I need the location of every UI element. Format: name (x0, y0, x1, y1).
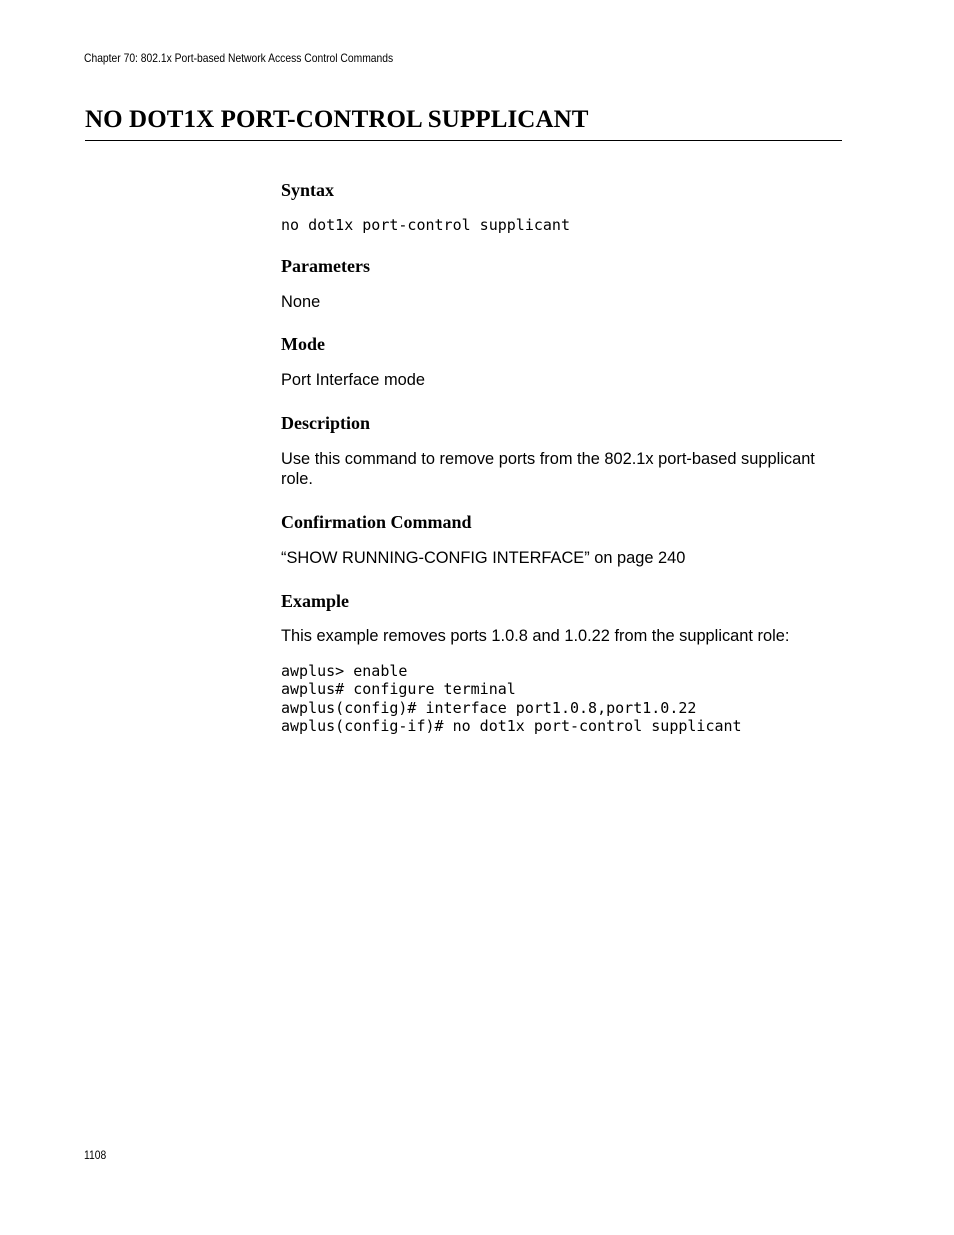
running-header: Chapter 70: 802.1x Port-based Network Access Control Commands (84, 51, 394, 65)
mode-text: Port Interface mode (281, 371, 425, 390)
confirmation-link[interactable]: “SHOW RUNNING-CONFIG INTERFACE” on page 240 (281, 548, 686, 567)
command-content (281, 178, 846, 736)
syntax-code: no dot1x port-control supplicant (281, 216, 570, 234)
example-code-block (281, 662, 846, 736)
example-heading: Example (281, 591, 350, 612)
syntax-heading: Syntax (281, 180, 335, 200)
example-code-line: awplus(config-if)# no dot1x port-control supplicant (281, 717, 742, 736)
confirmation-heading: Confirmation Command (281, 511, 472, 532)
page-number: 1108 (84, 1148, 107, 1162)
example-text: This example removes ports 1.0.8 and 1.0.22 from the supplicant role: (281, 627, 790, 646)
example-code-line: awplus(config)# interface port1.0.8,port1.0.22 (281, 698, 697, 717)
page-title: NO DOT1X PORT-CONTROL SUPPLICANT (85, 106, 589, 133)
description-text: Use this command to remove ports from the 802.1x port-based supplicant role. (281, 449, 815, 489)
example-code-line: awplus# configure terminal (281, 680, 516, 699)
title-rule (85, 140, 842, 141)
example-code-line: awplus> enable (281, 661, 408, 680)
description-heading: Description (281, 412, 370, 433)
parameters-heading: Parameters (281, 255, 370, 276)
parameters-text: None (281, 292, 321, 311)
mode-heading: Mode (281, 334, 325, 355)
